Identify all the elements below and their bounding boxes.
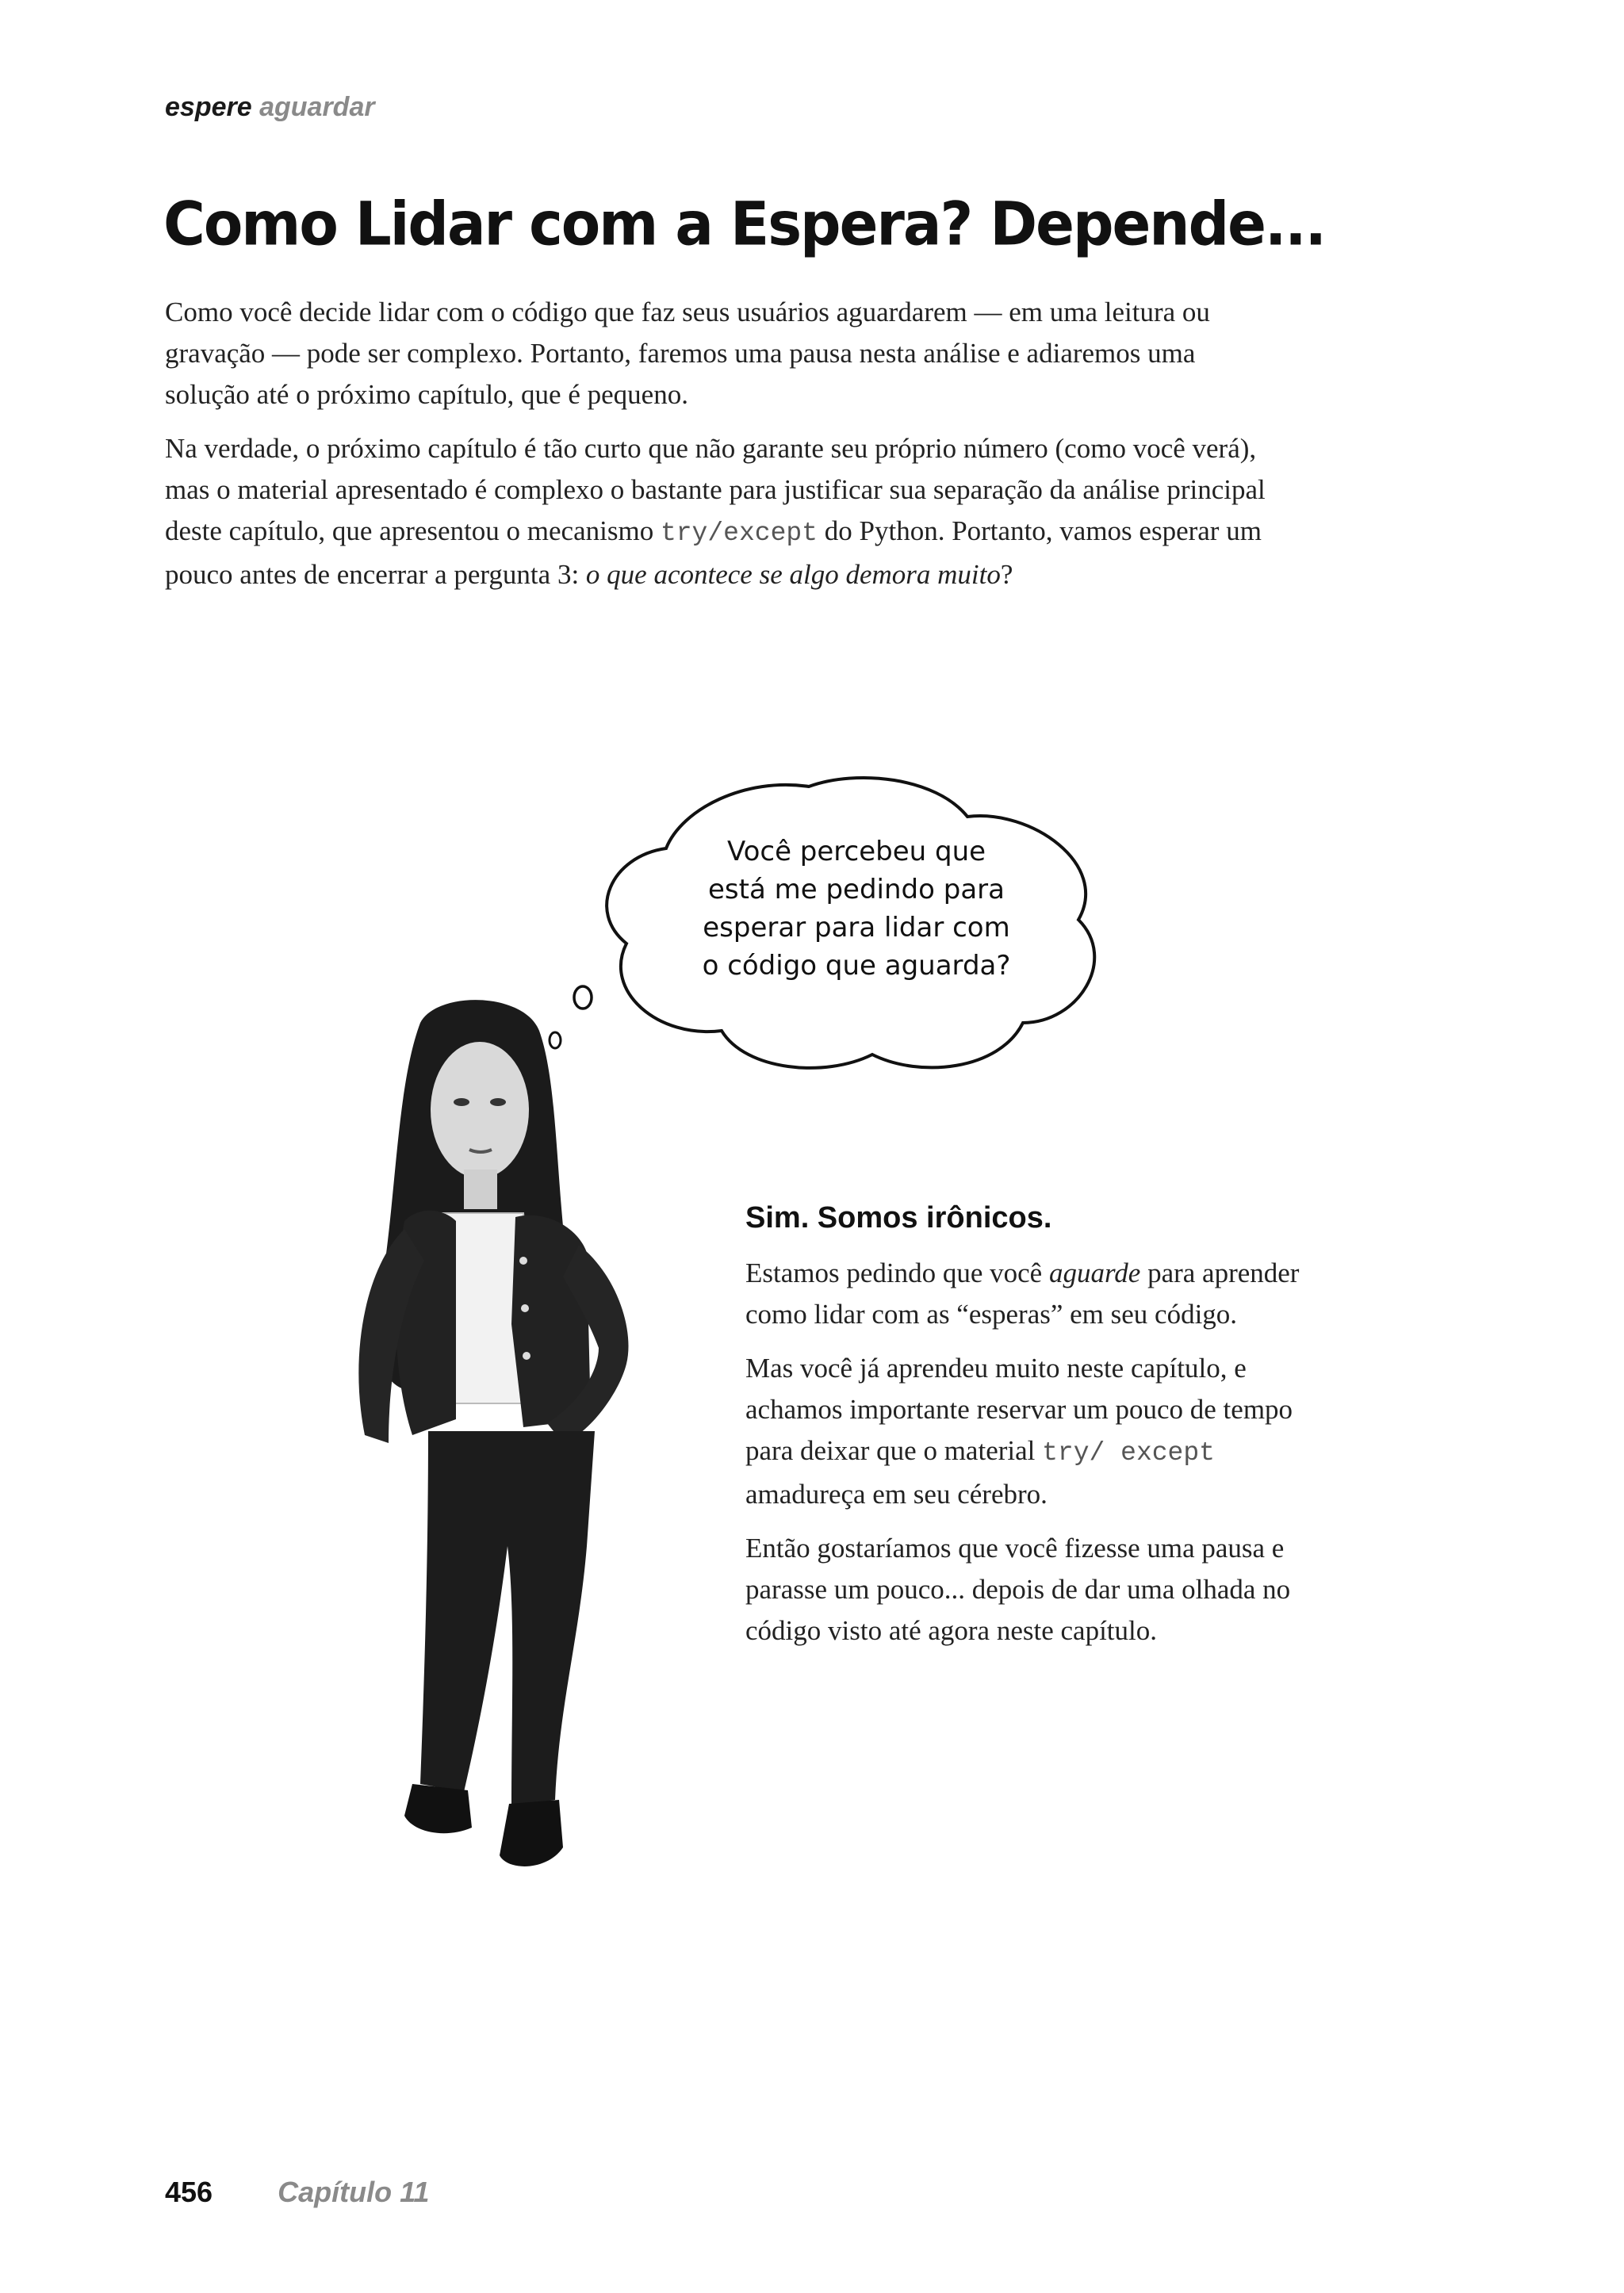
code-try-except: try/except [660, 519, 818, 548]
intro-p2-question: o que acontece se algo demora muito [585, 559, 1001, 590]
thought-line-3: esperar para lidar com [703, 912, 1010, 944]
face [431, 1042, 529, 1178]
side-paragraph-2 [745, 1348, 1332, 1515]
side-paragraph-3: Então gostaríamos que você fizesse uma pausa e parasse um pouco... depois de dar uma olhada no código visto até agora neste capítulo. [745, 1533, 1291, 1646]
running-header-secondary: aguardar [259, 92, 375, 122]
thought-text [650, 833, 1063, 985]
jacket-button-1 [519, 1257, 527, 1265]
running-header [165, 92, 375, 123]
chapter-label: Capítulo 11 [278, 2176, 430, 2208]
thought-line-1: Você percebeu que [726, 836, 986, 867]
side-paragraph-1 [745, 1253, 1332, 1335]
side-p1-text-a: Estamos pedindo que você [745, 1258, 1049, 1288]
side-p2-text-b: amadureça em seu cérebro. [745, 1479, 1048, 1510]
side-p1-italic: aguarde [1048, 1258, 1141, 1288]
jeans [420, 1431, 595, 1808]
intro-p2-end: ? [1000, 559, 1013, 590]
side-text [745, 1201, 1332, 1664]
intro-paragraph-1: Como você decide lidar com o código que faz seus usuários aguardarem — em uma leitura ou gravação — pode ser complexo. Portanto, faremos uma pausa nesta análise e adiaremos uma solução até o próximo capítulo, que é pequeno. [165, 297, 1210, 410]
intro-p2-text-a: Na verdade, o próximo capítulo é tão curto que não garante seu próprio número (como você verá), mas o material apresentado é complexo o bastante para justificar sua separação da análise principal deste capítulo, que apresentou o mecanismo [165, 433, 1266, 546]
intro-text [165, 292, 1275, 608]
left-shoe [404, 1784, 472, 1833]
neck [464, 1169, 497, 1209]
right-eye [490, 1098, 506, 1106]
side-p2-text-a: Mas você já aprendeu muito neste capítulo, e achamos importante reservar um pouco de tempo para deixar que o material [745, 1353, 1293, 1466]
jacket-button-2 [521, 1304, 529, 1312]
page-footer [165, 2176, 429, 2209]
side-p1-text-b: para aprender como lidar com as “esperas” em seu código. [745, 1258, 1300, 1330]
intro-paragraph-2 [165, 428, 1275, 595]
right-shoe [500, 1800, 563, 1866]
woman-photo [285, 991, 698, 1966]
left-eye [454, 1098, 469, 1106]
page-title: Como Lidar com a Espera? Depende... [163, 189, 1325, 259]
jacket-button-3 [523, 1352, 530, 1360]
thought-line-4: o código que aguarda? [702, 950, 1011, 982]
side-code-try-except: try/ except [1042, 1438, 1215, 1468]
running-header-primary: espere [165, 92, 252, 122]
thought-line-2: está me pedindo para [708, 874, 1005, 905]
intro-p2-text-b: do Python. Portanto, vamos esperar um pouco antes de encerrar a pergunta 3: [165, 515, 1262, 590]
side-heading: Sim. Somos irônicos. [745, 1201, 1052, 1235]
page-number: 456 [165, 2176, 213, 2208]
